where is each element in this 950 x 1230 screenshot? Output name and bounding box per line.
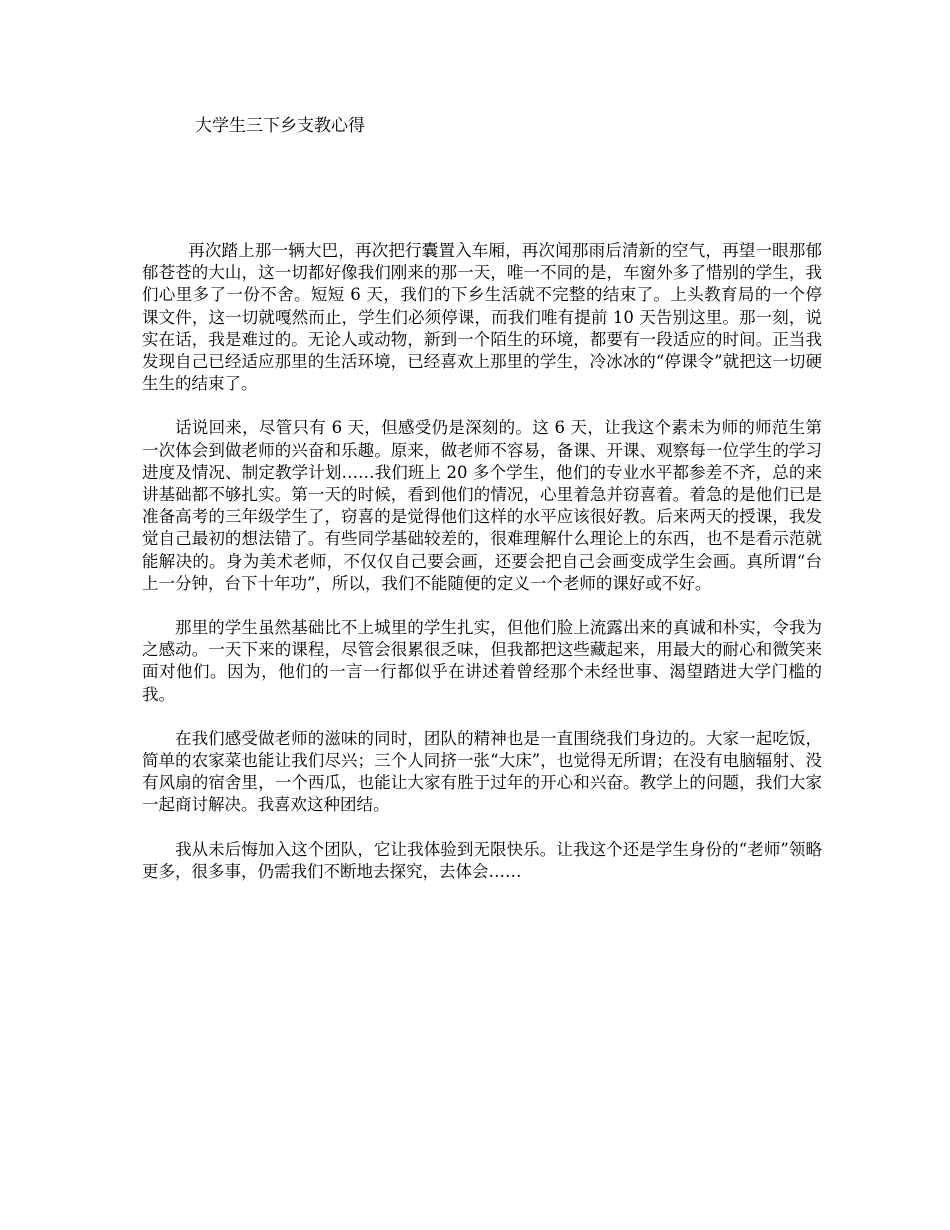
document-body <box>142 240 822 905</box>
paragraph: 在我们感受做老师的滋味的同时，团队的精神也是一直围绕我们身边的。大家一起吃饭，简单的农家菜也能让我们尽兴；三个人同挤一张“大床”，也觉得无所谓；在没有电脑辐射、没有风扇的宿舍里，一个西瓜，也能让大家有胜于过年的开心和兴奋。教学上的问题，我们大家一起商讨解决。我喜欢这种团结。 <box>142 728 822 815</box>
paragraph: 话说回来，尽管只有 6 天，但感受仍是深刻的。这 6 天，让我这个素未为师的师范生第一次体会到做老师的兴奋和乐趣。原来，做老师不容易，备课、开课、观察每一位学生的学习进度及情况、制定教学计划……我们班上 20 多个学生，他们的专业水平都参差不齐，总的来讲基础都不够扎实。第一天的时候，看到他们的情况，心里着急并窃喜着。着急的是他们已是准备高考的三年级学生了，窃喜的是觉得他们这样的水平应该很好教。后来两天的授课，我发觉自己最初的想法错了。有些同学基础较差的，很难理解什么理论上的东西，也不是看示范就能解决的。身为美术老师，不仅仅自己要会画，还要会把自己会画变成学生会画。真所谓“台上一分钟，台下十年功”，所以，我们不能随便的定义一个老师的课好或不好。 <box>142 418 822 593</box>
paragraph: 我从未后悔加入这个团队，它让我体验到无限快乐。让我这个还是学生身份的“老师”领略更多，很多事，仍需我们不断地去探究，去体会…… <box>142 839 822 881</box>
paragraph: 再次踏上那一辆大巴，再次把行囊置入车厢，再次闻那雨后清新的空气，再望一眼那郁郁苍苍的大山，这一切都好像我们刚来的那一天，唯一不同的是，车窗外多了惜别的学生，我们心里多了一份不舍。短短 6 天，我们的下乡生活就不完整的结束了。上头教育局的一个停课文件，这一切就嘎然而止，学生们必须停课，而我们唯有提前 10 天告别这里。那一刻，说实在话，我是难过的。无论人或动物，新到一个陌生的环境，都要有一段适应的时间。正当我发现自己已经适应那里的生活环境，已经喜欢上那里的学生，冷冰冰的“停课令”就把这一切硬生生的结束了。 <box>142 241 822 394</box>
paragraph: 那里的学生虽然基础比不上城里的学生扎实，但他们脸上流露出来的真诚和朴实，令我为之感动。一天下来的课程，尽管会很累很乏味，但我都把这些藏起来，用最大的耐心和微笑来面对他们。因为，他们的一言一行都似乎在讲述着曾经那个未经世事、渴望踏进大学门槛的我。 <box>142 618 822 704</box>
document-title: 大学生三下乡支教心得 <box>195 116 365 136</box>
